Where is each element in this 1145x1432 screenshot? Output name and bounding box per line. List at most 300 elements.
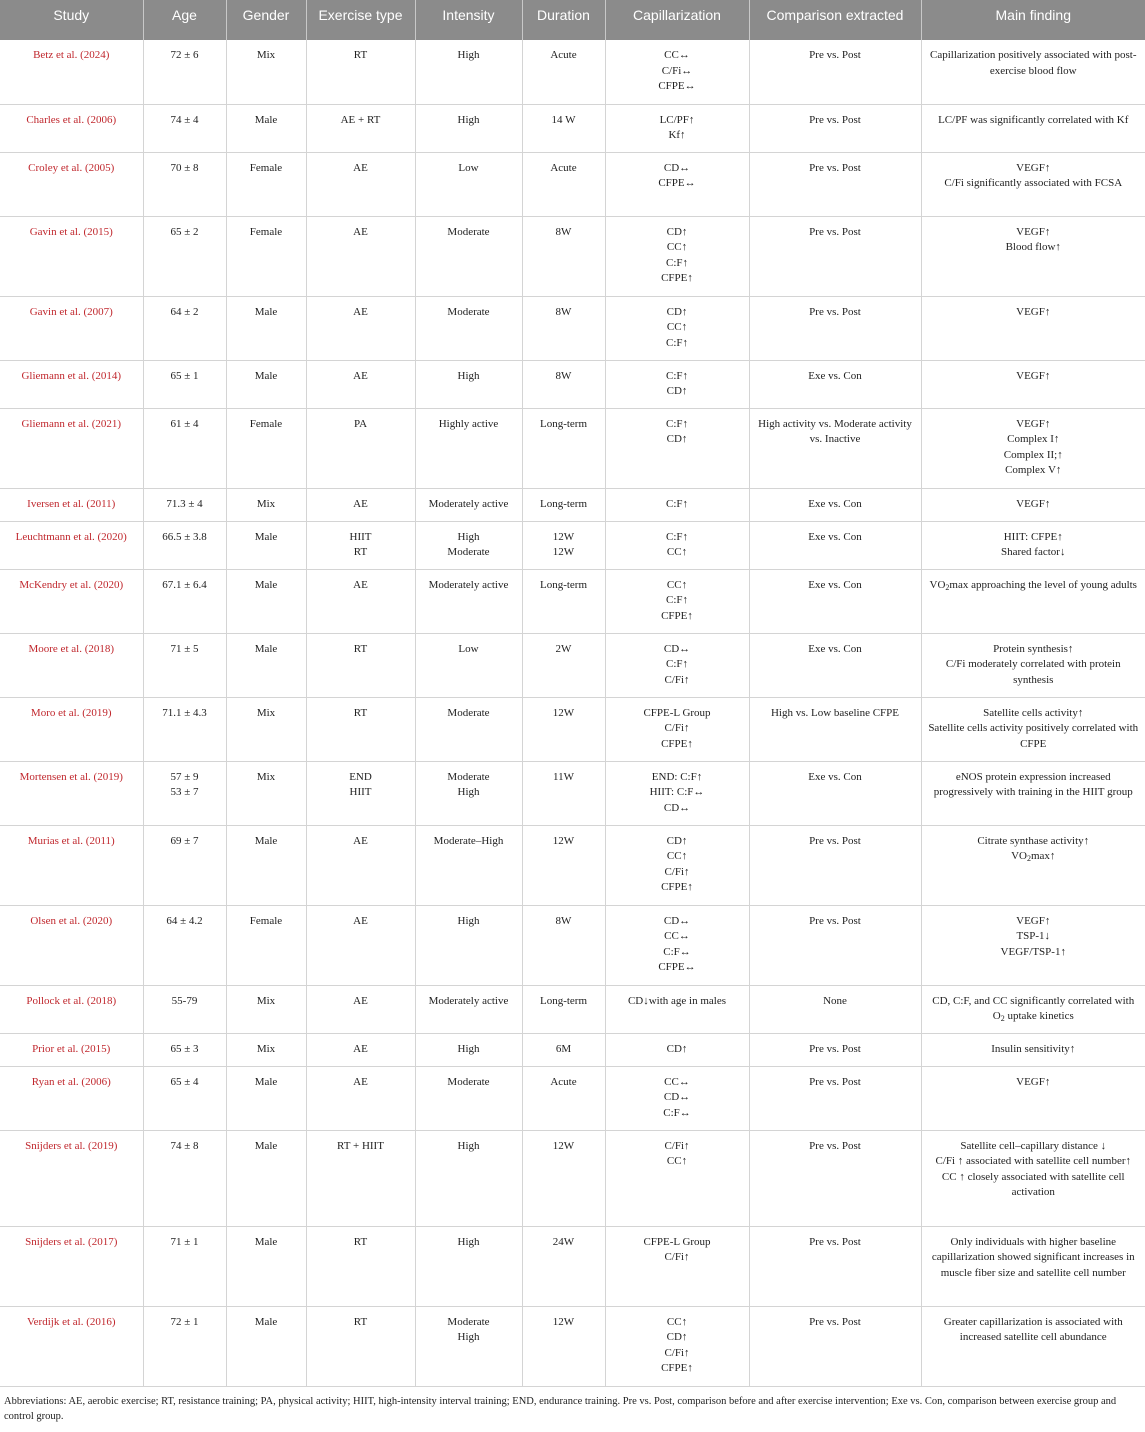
column-header: Duration [522, 0, 605, 40]
main-finding-cell [921, 1033, 1145, 1066]
intensity-cell [415, 1226, 522, 1306]
intensity-cell [415, 488, 522, 521]
age-line: 53 ± 7 [170, 786, 199, 798]
exercise-line: AE [353, 1075, 368, 1088]
exercise-type-cell [306, 488, 415, 521]
comparison-cell: Pre vs. Post [749, 40, 921, 104]
cap-line: CFPE↑ [661, 272, 693, 284]
cap-line: C:F↑ [665, 658, 688, 670]
cap-line: CC↔ [664, 930, 690, 942]
intensity-cell [415, 296, 522, 360]
intensity-cell [415, 1066, 522, 1130]
table-row [0, 633, 1145, 697]
exercise-type-cell [306, 1226, 415, 1306]
intensity-cell [415, 825, 522, 905]
column-header: Main finding [921, 0, 1145, 40]
exercise-line: AE [353, 161, 368, 174]
comparison-cell: Pre vs. Post [749, 216, 921, 296]
cap-line: CD↔ [663, 161, 691, 174]
table-row [0, 1130, 1145, 1226]
finding-line: Citrate synthase activity↑ [977, 834, 1090, 847]
exercise-line: AE [353, 305, 368, 318]
exercise-type-cell [306, 697, 415, 761]
exercise-line: AE [353, 369, 368, 382]
duration-line: 8W [555, 225, 572, 238]
gender-cell: Male [226, 360, 306, 408]
gender-cell: Male [226, 633, 306, 697]
cap-line: C/Fi↑ [664, 865, 690, 878]
intensity-cell [415, 697, 522, 761]
duration-line: 8W [555, 305, 572, 318]
cap-line: CC↑ [666, 546, 688, 558]
exercise-line: RT [353, 1235, 368, 1248]
gender-cell: Male [226, 296, 306, 360]
age-line: 64 ± 2 [170, 305, 199, 318]
main-finding-cell [921, 488, 1145, 521]
exercise-type-cell [306, 1306, 415, 1386]
age-cell [143, 40, 226, 104]
age-cell [143, 905, 226, 985]
main-finding-cell [921, 1226, 1145, 1306]
comparison-cell: Pre vs. Post [749, 825, 921, 905]
age-line: 71 ± 5 [170, 642, 199, 655]
exercise-type-cell [306, 360, 415, 408]
intensity-line: Moderate–High [433, 834, 504, 847]
study-cell: Croley et al. (2005) [0, 152, 143, 216]
table-row [0, 825, 1145, 905]
comparison-cell: Pre vs. Post [749, 1066, 921, 1130]
age-line: 74 ± 4 [170, 113, 199, 126]
duration-cell [522, 633, 605, 697]
duration-line: 6M [555, 1042, 572, 1055]
exercise-line: AE + RT [340, 113, 381, 126]
finding-line: Complex I↑ [1007, 433, 1060, 445]
column-header: Exercise type [306, 0, 415, 40]
study-cell: Snijders et al. (2017) [0, 1226, 143, 1306]
study-cell: Snijders et al. (2019) [0, 1130, 143, 1226]
main-finding-cell [921, 152, 1145, 216]
intensity-line: High [457, 369, 480, 382]
gender-cell: Male [226, 1066, 306, 1130]
column-header: Study [0, 0, 143, 40]
duration-cell [522, 152, 605, 216]
intensity-line: Moderate [447, 1075, 490, 1088]
age-cell [143, 825, 226, 905]
age-line: 65 ± 4 [170, 1075, 199, 1088]
age-cell [143, 216, 226, 296]
table-row [0, 488, 1145, 521]
capillarization-cell [605, 1306, 749, 1386]
finding-line: Only individuals with higher baseline capillarization showed significant increases in muscle fiber size and satellite cell number [931, 1235, 1135, 1279]
main-finding-cell [921, 985, 1145, 1033]
age-cell [143, 521, 226, 569]
finding-line: TSP-1↓ [1016, 930, 1051, 942]
cap-line: CC↔ [664, 1075, 690, 1088]
intensity-cell [415, 1033, 522, 1066]
capillarization-cell [605, 104, 749, 152]
study-cell: Betz et al. (2024) [0, 40, 143, 104]
cap-line: CD↑ [666, 834, 688, 847]
exercise-type-cell [306, 104, 415, 152]
exercise-type-cell [306, 521, 415, 569]
exercise-type-cell [306, 1066, 415, 1130]
age-line: 55-79 [171, 994, 198, 1007]
exercise-line: AE [353, 497, 368, 510]
capillarization-cell [605, 985, 749, 1033]
exercise-type-cell [306, 408, 415, 488]
cap-line: CD↑ [666, 225, 688, 238]
table-footnote: Abbreviations: AE, aerobic exercise; RT, resistance training; PA, physical activity; HIIT, high-intensity interval training; END, endurance training. Pre vs. Post, comparison before and after exercise intervention; Exe vs. Con, comparison between exercise group and control group. [4, 1396, 1117, 1422]
column-header: Gender [226, 0, 306, 40]
gender-cell: Male [226, 521, 306, 569]
cap-line: CC↑ [666, 1315, 688, 1328]
finding-line: Blood flow↑ [1005, 241, 1061, 253]
intensity-line: High [457, 1331, 480, 1343]
age-cell [143, 569, 226, 633]
duration-cell [522, 985, 605, 1033]
main-finding-cell [921, 825, 1145, 905]
capillarization-cell [605, 569, 749, 633]
age-cell [143, 697, 226, 761]
exercise-line: END [349, 770, 372, 783]
cap-line: C:F↑ [665, 594, 688, 606]
column-header: Comparison extracted [749, 0, 921, 40]
capillarization-cell [605, 360, 749, 408]
cap-line: C:F↑ [665, 497, 688, 510]
cap-line: C:F↔ [663, 1106, 691, 1119]
finding-line: VEGF↑ [1016, 417, 1051, 430]
duration-line: Long-term [539, 994, 588, 1007]
capillarization-cell [605, 152, 749, 216]
age-line: 65 ± 1 [170, 369, 199, 382]
age-line: 61 ± 4 [170, 417, 199, 430]
duration-line: 11W [553, 770, 574, 783]
exercise-line: RT [353, 1315, 368, 1328]
finding-line: Protein synthesis↑ [993, 642, 1074, 655]
capillarization-cell [605, 296, 749, 360]
cap-line: C:F↑ [665, 256, 688, 269]
gender-cell: Mix [226, 761, 306, 825]
intensity-cell [415, 1306, 522, 1386]
age-line: 65 ± 2 [170, 225, 199, 238]
duration-cell [522, 408, 605, 488]
study-cell: Iversen et al. (2011) [0, 488, 143, 521]
finding-line: C/Fi moderately correlated with protein synthesis [945, 658, 1121, 686]
gender-cell: Male [226, 569, 306, 633]
cap-line: CD↑ [666, 1331, 688, 1343]
capillarization-cell [605, 521, 749, 569]
exercise-line: HIIT [349, 530, 372, 543]
exercise-line: AE [353, 994, 368, 1007]
study-cell: Prior et al. (2015) [0, 1033, 143, 1066]
main-finding-cell [921, 905, 1145, 985]
age-cell [143, 296, 226, 360]
age-line: 71.3 ± 4 [166, 497, 203, 510]
table-row [0, 569, 1145, 633]
exercise-line: RT [353, 49, 368, 61]
duration-cell [522, 905, 605, 985]
intensity-line: High [457, 530, 480, 543]
intensity-line: High [457, 914, 480, 927]
study-cell: Charles et al. (2006) [0, 104, 143, 152]
cap-line: CD↓with age in males [627, 994, 727, 1007]
duration-cell [522, 488, 605, 521]
study-cell: Olsen et al. (2020) [0, 905, 143, 985]
duration-line: Acute [550, 161, 577, 174]
cap-line: CFPE-L Group [643, 1235, 711, 1248]
intensity-cell [415, 761, 522, 825]
comparison-cell: Exe vs. Con [749, 569, 921, 633]
age-cell [143, 1130, 226, 1226]
finding-line: Complex V↑ [1005, 464, 1062, 476]
duration-line: Acute [550, 1075, 577, 1088]
cap-line: CC↔ [664, 49, 690, 61]
exercise-type-cell [306, 633, 415, 697]
age-cell [143, 104, 226, 152]
cap-line: CC↑ [666, 850, 688, 862]
duration-cell [522, 761, 605, 825]
capillarization-cell [605, 905, 749, 985]
comparison-cell: Exe vs. Con [749, 360, 921, 408]
capillarization-cell [605, 1033, 749, 1066]
finding-line: VEGF↑ [1016, 369, 1051, 382]
intensity-line: Highly active [438, 417, 499, 430]
table-row [0, 360, 1145, 408]
study-cell: Moro et al. (2019) [0, 697, 143, 761]
main-finding-cell [921, 104, 1145, 152]
table-row [0, 985, 1145, 1033]
comparison-cell: Exe vs. Con [749, 521, 921, 569]
study-cell: Gavin et al. (2015) [0, 216, 143, 296]
cap-line: CFPE↔ [658, 177, 696, 189]
finding-line: Complex II;↑ [1003, 448, 1063, 461]
column-header: Intensity [415, 0, 522, 40]
cap-line: CFPE-L Group [643, 706, 711, 719]
gender-cell: Female [226, 408, 306, 488]
main-finding-cell [921, 1066, 1145, 1130]
duration-cell [522, 1226, 605, 1306]
comparison-cell: Pre vs. Post [749, 152, 921, 216]
finding-line: VEGF↑ [1016, 225, 1051, 238]
capillarization-cell [605, 633, 749, 697]
table-row [0, 905, 1145, 985]
finding-line: LC/PF was significantly correlated with Kf [938, 113, 1129, 126]
capillarization-cell [605, 216, 749, 296]
cap-line: C:F↑ [665, 530, 688, 543]
table-row [0, 216, 1145, 296]
comparison-cell: Pre vs. Post [749, 905, 921, 985]
exercise-line: PA [353, 417, 368, 430]
intensity-line: High [457, 1139, 480, 1152]
duration-cell [522, 1033, 605, 1066]
study-cell: Gliemann et al. (2021) [0, 408, 143, 488]
table-row [0, 408, 1145, 488]
gender-cell: Male [226, 104, 306, 152]
cap-line: CC↑ [666, 321, 688, 333]
capillarization-cell [605, 408, 749, 488]
gender-cell: Mix [226, 697, 306, 761]
intensity-cell [415, 1130, 522, 1226]
age-cell [143, 985, 226, 1033]
intensity-cell [415, 985, 522, 1033]
exercise-line: RT + HIIT [337, 1139, 384, 1152]
study-cell: McKendry et al. (2020) [0, 569, 143, 633]
age-cell [143, 360, 226, 408]
age-cell [143, 633, 226, 697]
comparison-cell: Pre vs. Post [749, 296, 921, 360]
duration-line: 12W [552, 834, 575, 847]
duration-line: Long-term [539, 578, 588, 591]
table-row [0, 1306, 1145, 1386]
study-cell: Moore et al. (2018) [0, 633, 143, 697]
capillarization-cell [605, 488, 749, 521]
intensity-line: Moderate [447, 546, 490, 558]
duration-cell [522, 521, 605, 569]
exercise-line: AE [353, 1042, 368, 1055]
cap-line: C/Fi↑ [664, 1251, 690, 1263]
duration-line: 24W [552, 1235, 575, 1248]
exercise-type-cell [306, 152, 415, 216]
main-finding-cell [921, 40, 1145, 104]
exercise-line: RT [353, 706, 368, 719]
gender-cell: Female [226, 216, 306, 296]
study-cell: Murias et al. (2011) [0, 825, 143, 905]
finding-line: VEGF↑ [1016, 914, 1051, 927]
comparison-cell: Pre vs. Post [749, 1226, 921, 1306]
duration-cell [522, 1066, 605, 1130]
cap-line: HIIT: C:F↔ [649, 786, 705, 798]
finding-line: Satellite cells activity positively correlated with CFPE [928, 722, 1139, 750]
duration-cell [522, 825, 605, 905]
intensity-line: Low [458, 642, 479, 655]
finding-line: $VO_2\max↑$ [1011, 850, 1056, 863]
finding-line: VEGF/TSP-1↑ [1000, 945, 1066, 958]
exercise-type-cell [306, 985, 415, 1033]
main-finding-cell [921, 360, 1145, 408]
finding-line: $VO_2\max$ approaching the level of young adults [929, 578, 1137, 592]
intensity-line: High [457, 113, 480, 126]
cap-line: CFPE↑ [661, 881, 693, 893]
duration-line: 12W [552, 530, 575, 543]
cap-line: CD↔ [663, 914, 691, 927]
age-cell [143, 488, 226, 521]
column-header: Capillarization [605, 0, 749, 40]
intensity-cell [415, 360, 522, 408]
intensity-cell [415, 633, 522, 697]
study-cell: Verdijk et al. (2016) [0, 1306, 143, 1386]
cap-line: CC↑ [666, 241, 688, 253]
duration-line: 12W [552, 1315, 575, 1328]
age-line: 67.1 ± 6.4 [162, 578, 207, 591]
main-finding-cell [921, 216, 1145, 296]
main-finding-cell [921, 569, 1145, 633]
gender-cell: Mix [226, 488, 306, 521]
cap-line: END: C:F↑ [651, 770, 703, 783]
intensity-line: High [457, 1042, 480, 1055]
capillarization-cell [605, 40, 749, 104]
finding-line: CD, C:F, and CC significantly correlated with $O_2$ uptake kinetics [932, 994, 1135, 1023]
main-finding-cell [921, 408, 1145, 488]
capillarization-cell [605, 697, 749, 761]
cap-line: CD↑ [666, 385, 688, 397]
duration-line: 12W [552, 706, 575, 719]
age-cell [143, 1226, 226, 1306]
age-line: 64 ± 4.2 [166, 914, 203, 927]
table-row [0, 1033, 1145, 1066]
intensity-cell [415, 104, 522, 152]
intensity-line: Moderate [447, 706, 490, 719]
intensity-cell [415, 905, 522, 985]
cap-line: C:F↑ [665, 369, 688, 382]
comparison-cell: Exe vs. Con [749, 761, 921, 825]
comparison-cell: Pre vs. Post [749, 1033, 921, 1066]
duration-line: 8W [555, 914, 572, 927]
comparison-cell: Pre vs. Post [749, 104, 921, 152]
gender-cell: Female [226, 152, 306, 216]
intensity-cell [415, 152, 522, 216]
cap-line: C:F↔ [663, 945, 691, 958]
age-cell [143, 408, 226, 488]
age-line: 71.1 ± 4.3 [162, 706, 207, 719]
main-finding-cell [921, 761, 1145, 825]
comparison-cell: Exe vs. Con [749, 488, 921, 521]
exercise-line: AE [353, 914, 368, 927]
main-finding-cell [921, 1306, 1145, 1386]
exercise-type-cell [306, 296, 415, 360]
duration-line: 2W [555, 642, 572, 655]
gender-cell: Mix [226, 40, 306, 104]
study-cell: Leuchtmann et al. (2020) [0, 521, 143, 569]
duration-line: Acute [550, 49, 577, 61]
cap-line: CFPE↑ [661, 609, 693, 622]
exercise-type-cell [306, 216, 415, 296]
cap-line: CD↔ [663, 801, 691, 814]
exercise-line: RT [353, 546, 368, 558]
finding-line: Satellite cells activity↑ [983, 706, 1084, 719]
exercise-line: RT [353, 642, 368, 655]
duration-cell [522, 360, 605, 408]
finding-line: Capillarization positively associated with post-exercise blood flow [929, 49, 1137, 77]
age-line: 70 ± 8 [170, 161, 199, 174]
exercise-type-cell [306, 1033, 415, 1066]
table-row [0, 1226, 1145, 1306]
study-cell: Gavin et al. (2007) [0, 296, 143, 360]
age-cell [143, 152, 226, 216]
cap-line: CFPE↔ [658, 961, 696, 973]
duration-cell [522, 569, 605, 633]
exercise-type-cell [306, 825, 415, 905]
age-line: 72 ± 1 [170, 1315, 199, 1328]
finding-line: HIIT: CFPE↑ [1003, 530, 1063, 543]
comparison-cell: High vs. Low baseline CFPE [749, 697, 921, 761]
duration-line: Long-term [539, 497, 588, 510]
intensity-line: Moderate [447, 305, 490, 318]
table-body [0, 40, 1145, 1386]
intensity-line: Moderately active [428, 497, 509, 510]
cap-line: C/Fi↔ [661, 64, 693, 77]
capillarization-cell [605, 825, 749, 905]
duration-line: 12W [552, 1139, 575, 1152]
finding-line: Greater capillarization is associated with increased satellite cell abundance [943, 1315, 1123, 1343]
table-row [0, 296, 1145, 360]
capillarization-cell [605, 761, 749, 825]
duration-cell [522, 697, 605, 761]
exercise-line: AE [353, 834, 368, 847]
comparison-cell: Pre vs. Post [749, 1306, 921, 1386]
age-line: 69 ± 7 [170, 834, 199, 847]
exercise-line: AE [353, 225, 368, 238]
comparison-cell: High activity vs. Moderate activity vs. Inactive [749, 408, 921, 488]
